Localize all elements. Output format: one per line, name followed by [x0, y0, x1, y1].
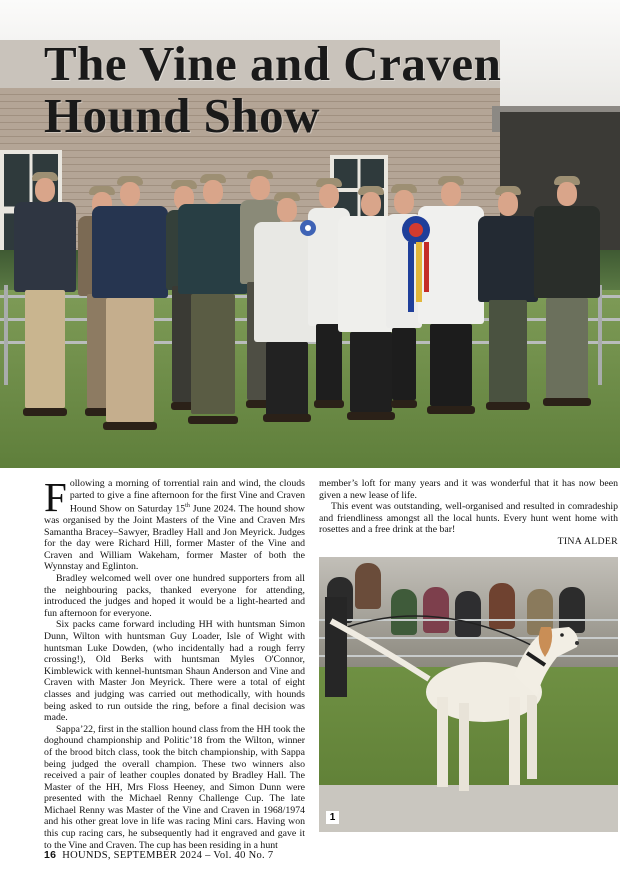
paragraph: member’s loft for many years and it was wonderful that it has now been given a new lease of life.: [319, 478, 618, 501]
page-footer: [44, 849, 273, 861]
rosette-icon: [298, 218, 318, 248]
photo-post: [4, 285, 8, 385]
hound-illustration: [319, 557, 618, 832]
page-number: 16: [44, 849, 57, 861]
hound-photo: [319, 557, 618, 832]
paragraph: Sappa’22, first in the stallion hound class from the HH took the doghound championship and Politic’18 from the Wilton, winner of the brood bitch class, took the bitch championship, with Sappa being judged the overall champion. These two winners also received a pair of leather couples donated by Bradley Hall. The Master of the HH, Mrs Floss Heeney, and Simon Dunn were presented with the Michael Renny Challenge Cup. The late Michael Renny was Master of the Vine and Craven in 1968/1974 and his other great love in life was racing Mini cars. Having won this cup racing cars, he subsequently had it engraved and gave it to the Vine and Craven. The cup has been residing in a hunt: [44, 723, 305, 851]
article-title: [44, 38, 514, 142]
photo-person: [178, 174, 248, 426]
photo-person: [534, 176, 600, 408]
rosette-icon: [398, 212, 434, 322]
photo-person: [14, 172, 76, 418]
publication-info: HOUNDS, SEPTEMBER 2024 – Vol. 40 No. 7: [62, 850, 274, 861]
drop-cap: F: [44, 474, 67, 520]
photo-number-badge: 1: [326, 811, 339, 824]
paragraph: Six packs came forward including HH with huntsman Simon Dunn, Wilton with huntsman Guy Loader, Isle of Wight with huntsman Luke Dowden, (who incidentally had a rough ferry crossing!), Old Berks with huntsman Myles O'Connor, Kimblewick with kennel-huntsman Shaun Anderson and Vine and Craven with Master Jon Meyrick. There were a total of eight classes and judging was carried out methodically, with hounds being asked to run outside the ring, before a final decision was made.: [44, 619, 305, 724]
article-column-1: [44, 474, 305, 851]
paragraph: Bradley welcomed well over one hundred supporters from all the neighbouring packs, thanked everyone for attending, introduced the judges and hoped it would be a light-hearted and fun afternoon for everyone.: [44, 573, 305, 619]
title-line-2: Hound Show: [44, 88, 321, 143]
photo-person: [478, 186, 538, 412]
paragraph: Following a morning of torrential rain and wind, the clouds parted to give a fine afternoon for the first Vine and Craven Hound Show on Saturday 15th June 2024. The hound show was organised by the Joint Masters of the Vine and Craven Mrs Samantha Bracey–Sawyer, Bradley Hall and Jon Meyrick. Judges for the day were Richard Hill, former Master of the Vine and Craven and William Wakeham, former Master of both the Wynnstay and Eglinton.: [44, 474, 305, 573]
article-column-2: [319, 478, 618, 548]
paragraph: This event was outstanding, well-organised and resulted in comradeship and friendliness amongst all the local hunts. Every hunt went home with rosettes and a free drink at the bar!: [319, 501, 618, 536]
title-line-1: The Vine and Craven: [44, 36, 502, 91]
author-signature: TINA ALDER: [557, 535, 618, 547]
photo-person: [92, 176, 168, 434]
